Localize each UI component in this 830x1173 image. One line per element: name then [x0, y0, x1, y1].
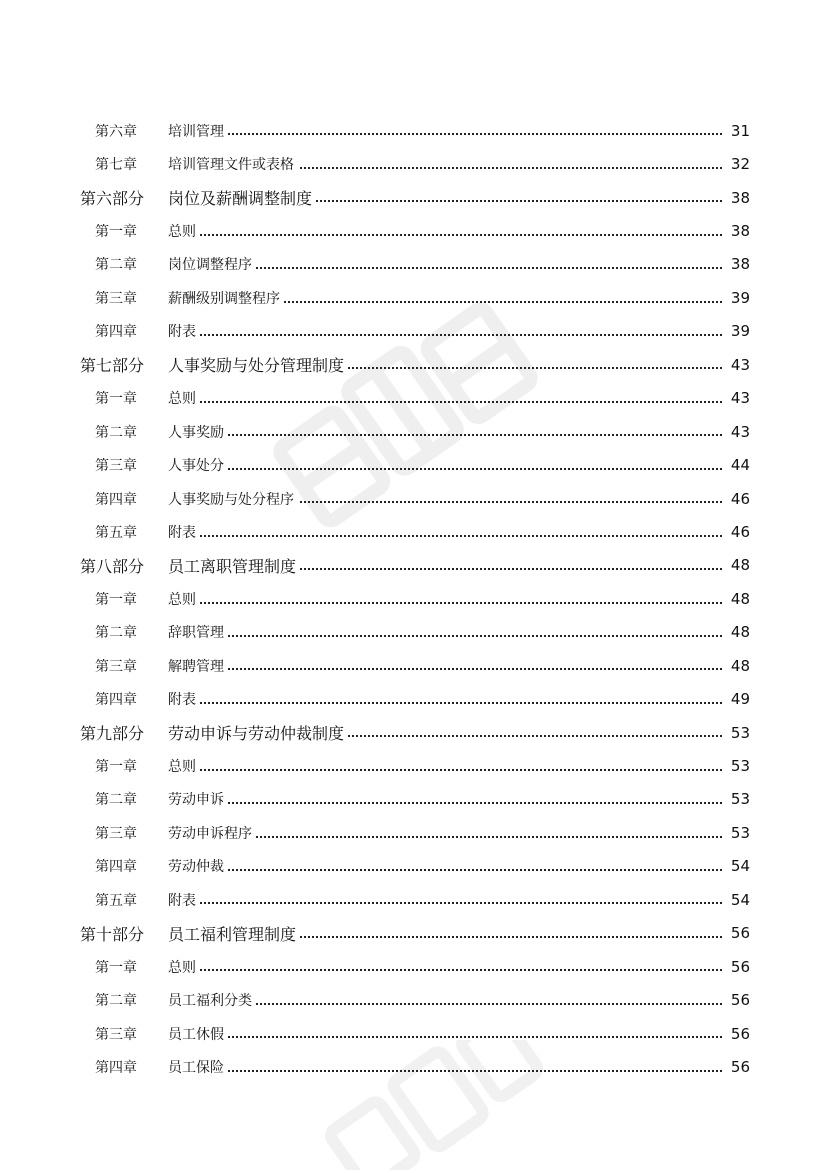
dot-leader	[168, 635, 730, 637]
toc-entry-title: 附表	[168, 890, 200, 910]
toc-entry-number: 第二章	[95, 792, 137, 809]
toc-entry-number: 第四章	[95, 859, 137, 876]
dot-leader	[168, 434, 730, 436]
toc-entry-title: 人事奖励与处分程序	[168, 489, 298, 509]
toc-entry-number: 第一章	[95, 224, 137, 241]
toc-entry-page-number: 48	[722, 590, 750, 608]
toc-chapter-entry[interactable]	[0, 114, 830, 147]
toc-entry-title: 员工保险	[168, 1057, 228, 1077]
dot-leader	[168, 602, 730, 604]
toc-entry-number: 第三章	[95, 825, 137, 842]
toc-entry-page-number: 49	[722, 690, 750, 708]
toc-entry-page-number: 38	[722, 222, 750, 240]
toc-entry-title: 附表	[168, 522, 200, 542]
toc-entry-title: 培训管理文件或表格	[168, 154, 298, 174]
toc-entry-title: 人事处分	[168, 455, 228, 475]
toc-chapter-entry[interactable]	[0, 382, 830, 415]
toc-entry-number: 第一章	[95, 759, 137, 776]
toc-entry-number: 第二章	[95, 625, 137, 642]
toc-chapter-entry[interactable]	[0, 682, 830, 715]
toc-entry-title: 解聘管理	[168, 656, 228, 676]
toc-entry-page-number: 56	[722, 924, 750, 942]
toc-entry-number: 第五章	[95, 892, 137, 909]
toc-entry-number: 第一章	[95, 591, 137, 608]
toc-entry-page-number: 44	[722, 456, 750, 474]
toc-chapter-entry[interactable]	[0, 883, 830, 916]
toc-chapter-entry[interactable]	[0, 315, 830, 348]
toc-entry-number: 第一章	[95, 391, 137, 408]
toc-entry-number: 第四章	[95, 1059, 137, 1076]
toc-entry-number: 第二章	[95, 257, 137, 274]
toc-part-entry[interactable]	[0, 716, 830, 749]
toc-entry-page-number: 46	[722, 523, 750, 541]
toc-entry-number: 第二章	[95, 424, 137, 441]
toc-part-entry[interactable]	[0, 348, 830, 381]
dot-leader	[168, 535, 730, 537]
dot-leader	[168, 133, 730, 135]
toc-entry-page-number: 56	[722, 1025, 750, 1043]
toc-chapter-entry[interactable]	[0, 515, 830, 548]
toc-entry-title: 总则	[168, 957, 200, 977]
toc-entry-number: 第四章	[95, 491, 137, 508]
toc-entry-page-number: 56	[722, 991, 750, 1009]
toc-entry-page-number: 43	[722, 356, 750, 374]
toc-chapter-entry[interactable]	[0, 448, 830, 481]
toc-entry-page-number: 53	[722, 757, 750, 775]
toc-chapter-entry[interactable]	[0, 1017, 830, 1050]
toc-chapter-entry[interactable]	[0, 983, 830, 1016]
toc-chapter-entry[interactable]	[0, 248, 830, 281]
dot-leader	[168, 702, 730, 704]
toc-entry-number: 第六章	[95, 123, 137, 140]
toc-entry-page-number: 53	[722, 790, 750, 808]
toc-entry-title: 员工福利管理制度	[168, 922, 300, 945]
dot-leader	[168, 1036, 730, 1038]
toc-chapter-entry[interactable]	[0, 783, 830, 816]
toc-entry-page-number: 53	[722, 824, 750, 842]
dot-leader	[168, 969, 730, 971]
dot-leader	[168, 869, 730, 871]
toc-entry-number: 第八部分	[80, 556, 145, 576]
toc-chapter-entry[interactable]	[0, 582, 830, 615]
toc-entry-title: 员工休假	[168, 1024, 228, 1044]
toc-entry-title: 总则	[168, 221, 200, 241]
toc-chapter-entry[interactable]	[0, 616, 830, 649]
toc-entry-title: 劳动申诉程序	[168, 823, 256, 843]
toc-entry-title: 总则	[168, 756, 200, 776]
toc-entry-title: 人事奖励与处分管理制度	[168, 353, 348, 376]
toc-entry-page-number: 31	[722, 122, 750, 140]
toc-entry-number: 第四章	[95, 324, 137, 341]
toc-entry-title: 总则	[168, 388, 200, 408]
toc-entry-page-number: 43	[722, 423, 750, 441]
toc-entry-page-number: 39	[722, 322, 750, 340]
toc-entry-title: 劳动申诉与劳动仲裁制度	[168, 721, 348, 744]
toc-entry-number: 第三章	[95, 658, 137, 675]
toc-entry-number: 第十部分	[80, 924, 145, 944]
toc-entry-title: 岗位调整程序	[168, 254, 256, 274]
toc-chapter-entry[interactable]	[0, 816, 830, 849]
dot-leader	[168, 234, 730, 236]
toc-entry-number: 第七部分	[80, 356, 145, 376]
toc-chapter-entry[interactable]	[0, 415, 830, 448]
toc-entry-number: 第三章	[95, 1026, 137, 1043]
dot-leader	[168, 468, 730, 470]
toc-entry-number: 第五章	[95, 524, 137, 541]
toc-chapter-entry[interactable]	[0, 281, 830, 314]
toc-entry-title: 附表	[168, 689, 200, 709]
toc-entry-number: 第二章	[95, 993, 137, 1010]
toc-entry-page-number: 56	[722, 958, 750, 976]
toc-entry-title: 培训管理	[168, 121, 228, 141]
toc-entry-number: 第四章	[95, 692, 137, 709]
toc-entry-page-number: 53	[722, 724, 750, 742]
toc-entry-page-number: 48	[722, 657, 750, 675]
toc-entry-title: 总则	[168, 589, 200, 609]
toc-part-entry[interactable]	[0, 549, 830, 582]
dot-leader	[168, 769, 730, 771]
dot-leader	[168, 802, 730, 804]
dot-leader	[168, 401, 730, 403]
toc-chapter-entry[interactable]	[0, 147, 830, 180]
toc-entry-number: 第三章	[95, 290, 137, 307]
toc-entry-page-number: 43	[722, 389, 750, 407]
toc-chapter-entry[interactable]	[0, 649, 830, 682]
toc-entry-number: 第七章	[95, 157, 137, 174]
toc-part-entry[interactable]	[0, 917, 830, 950]
toc-chapter-entry[interactable]	[0, 1050, 830, 1083]
toc-entry-number: 第三章	[95, 458, 137, 475]
toc-entry-page-number: 32	[722, 155, 750, 173]
toc-entry-page-number: 46	[722, 490, 750, 508]
toc-entry-title: 人事奖励	[168, 422, 228, 442]
toc-entry-title: 劳动申诉	[168, 789, 228, 809]
toc-entry-page-number: 56	[722, 1058, 750, 1076]
dot-leader	[168, 334, 730, 336]
toc-entry-title: 附表	[168, 321, 200, 341]
toc-chapter-entry[interactable]	[0, 850, 830, 883]
toc-entry-page-number: 48	[722, 623, 750, 641]
toc-chapter-entry[interactable]	[0, 749, 830, 782]
toc-chapter-entry[interactable]	[0, 214, 830, 247]
dot-leader	[168, 902, 730, 904]
toc-entry-title: 岗位及薪酬调整制度	[168, 186, 316, 209]
toc-entry-page-number: 38	[722, 255, 750, 273]
toc-entry-title: 薪酬级别调整程序	[168, 288, 284, 308]
toc-entry-number: 第九部分	[80, 724, 145, 744]
table-of-contents	[0, 114, 830, 1084]
toc-chapter-entry[interactable]	[0, 482, 830, 515]
toc-entry-title: 员工离职管理制度	[168, 554, 300, 577]
toc-entry-title: 劳动仲裁	[168, 856, 228, 876]
dot-leader	[168, 668, 730, 670]
toc-entry-page-number: 54	[722, 891, 750, 909]
toc-part-entry[interactable]	[0, 181, 830, 214]
toc-chapter-entry[interactable]	[0, 950, 830, 983]
toc-entry-page-number: 54	[722, 857, 750, 875]
dot-leader	[168, 1070, 730, 1072]
toc-entry-title: 员工福利分类	[168, 990, 256, 1010]
toc-entry-title: 辞职管理	[168, 622, 228, 642]
toc-entry-page-number: 38	[722, 189, 750, 207]
toc-entry-number: 第一章	[95, 959, 137, 976]
toc-entry-page-number: 39	[722, 289, 750, 307]
toc-entry-number: 第六部分	[80, 189, 145, 209]
toc-entry-page-number: 48	[722, 556, 750, 574]
